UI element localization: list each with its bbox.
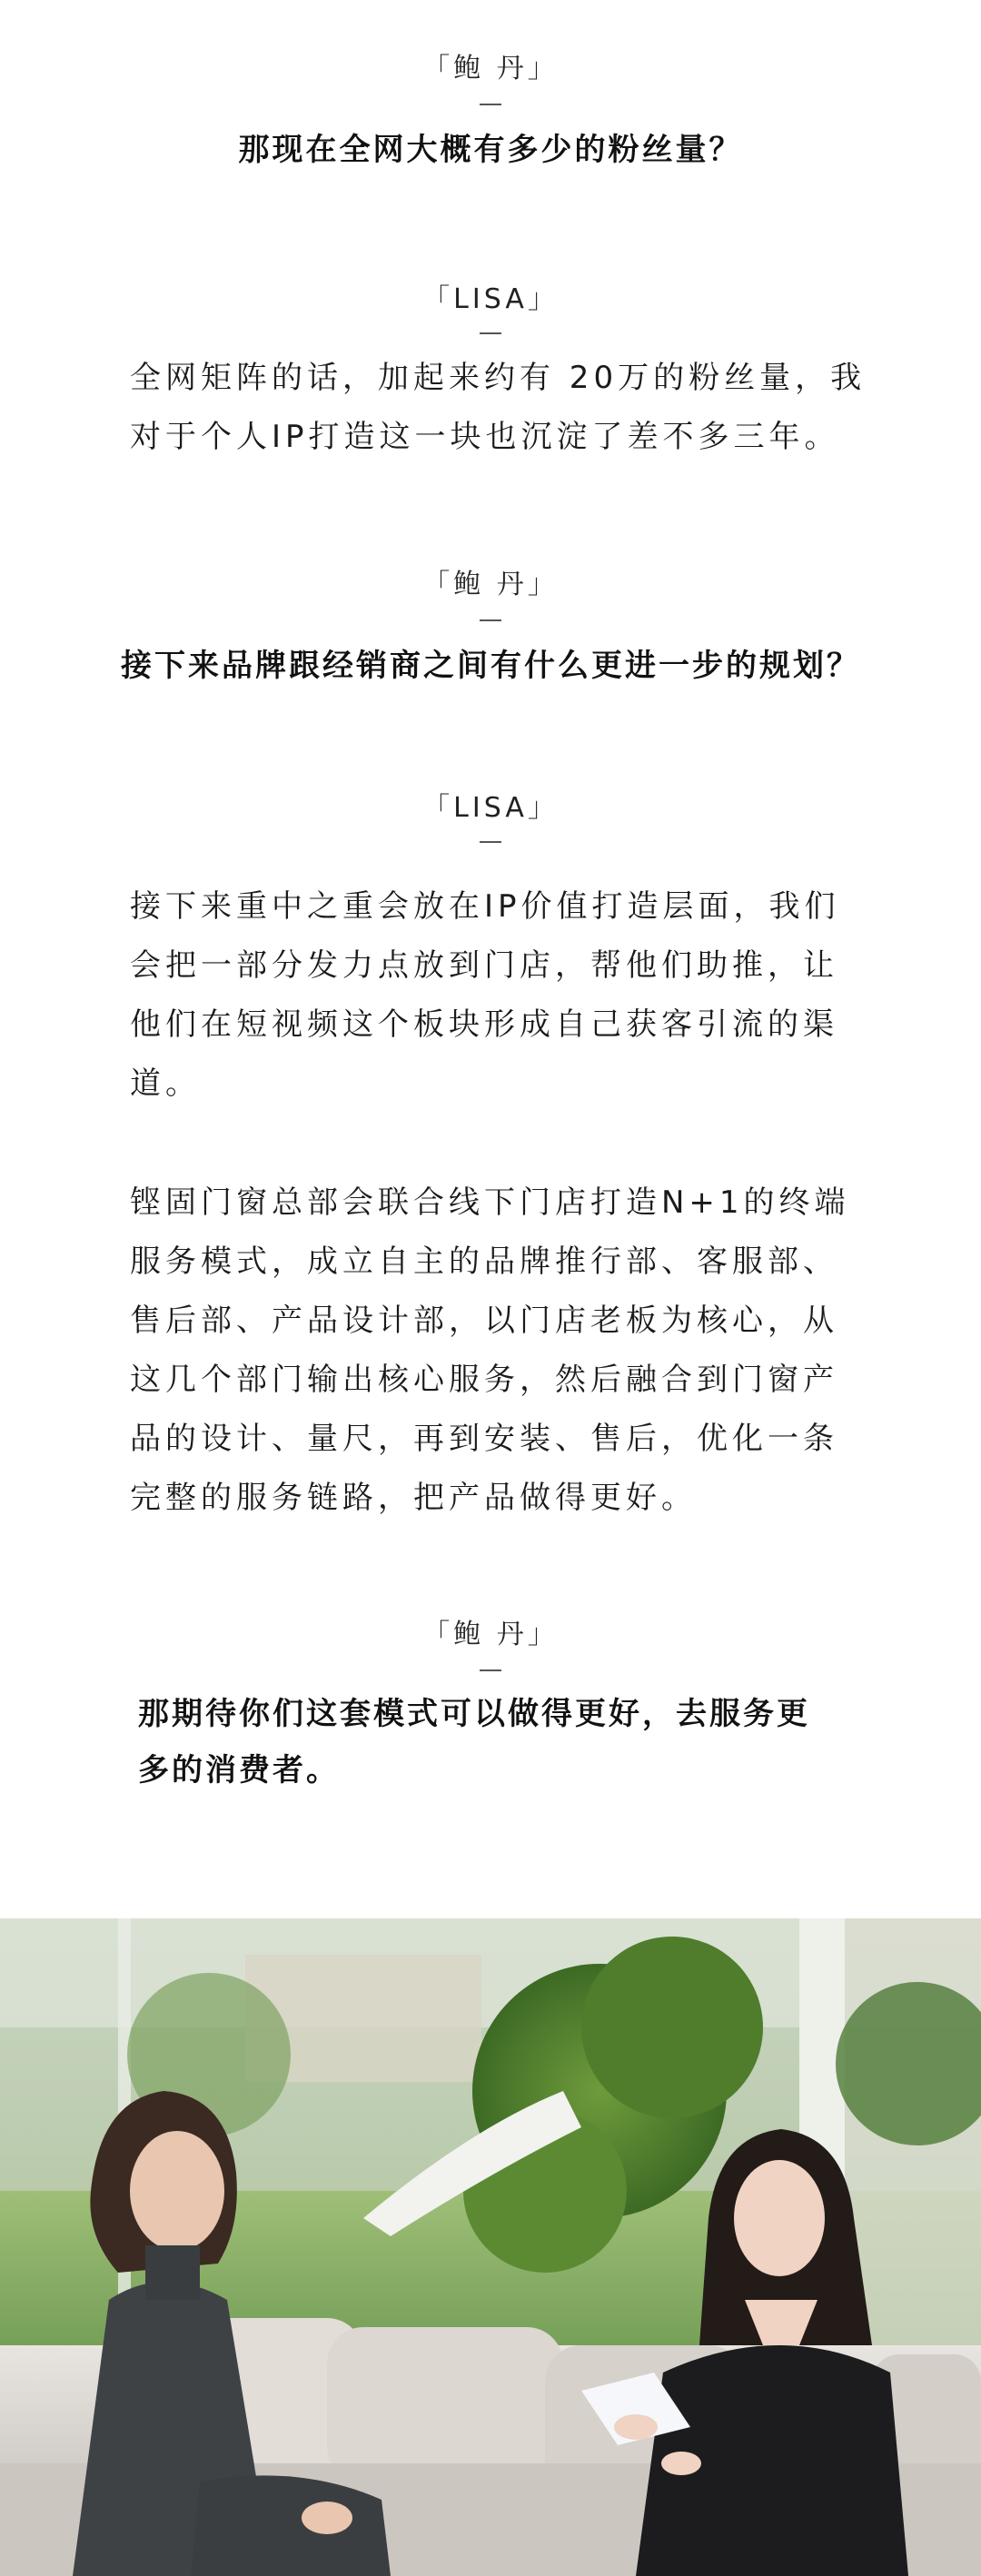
- speaker-divider: [480, 104, 501, 105]
- speaker-divider: [480, 619, 501, 621]
- answer-line: 他们在短视频这个板块形成自己获客引流的渠: [130, 1006, 838, 1043]
- speaker-label-lisa-2: 「LISA」: [422, 792, 559, 824]
- speaker-label-baodan-1: 「鲍 丹」: [422, 53, 559, 84]
- speaker-label-baodan-2: 「鲍 丹」: [422, 569, 559, 600]
- answer-line: 全网矩阵的话，加起来约有 20万的粉丝量，我: [130, 360, 867, 396]
- answer-line: 对于个人IP打造这一块也沉淀了差不多三年。: [130, 419, 840, 455]
- question-fans-count: 那现在全网大概有多少的粉丝量？: [238, 132, 743, 168]
- answer-brand-plan-paragraph-1: [130, 877, 857, 1114]
- speaker-divider: [480, 841, 501, 843]
- answer-brand-plan-paragraph-2: [130, 1174, 857, 1528]
- speaker-divider: [480, 332, 501, 334]
- interview-photo: [0, 1918, 981, 2576]
- speaker-label-lisa-1: 「LISA」: [422, 283, 559, 315]
- answer-line: 道。: [130, 1065, 201, 1102]
- question-brand-plan: 接下来品牌跟经销商之间有什么更进一步的规划？: [121, 648, 860, 684]
- answer-line: 服务模式，成立自主的品牌推行部、客服部、: [130, 1243, 838, 1280]
- answer-line: 铿固门窗总部会联合线下门店打造N+1的终端: [130, 1184, 850, 1221]
- answer-fans-count: [130, 349, 867, 467]
- answer-line: 接下来重中之重会放在IP价值打造层面，我们: [130, 888, 840, 925]
- closing-remark: [138, 1686, 865, 1798]
- closing-line: 多的消费者。: [138, 1752, 340, 1788]
- speaker-divider: [480, 1669, 501, 1671]
- answer-line: 售后部、产品设计部，以门店老板为核心，从: [130, 1303, 838, 1339]
- answer-line: 品的设计、量尺，再到安装、售后，优化一条: [130, 1421, 838, 1457]
- answer-line: 会把一部分发力点放到门店，帮他们助推，让: [130, 947, 838, 984]
- closing-line: 那期待你们这套模式可以做得更好，去服务更: [138, 1696, 810, 1732]
- answer-line: 这几个部门输出核心服务，然后融合到门窗产: [130, 1362, 838, 1398]
- answer-line: 完整的服务链路，把产品做得更好。: [130, 1480, 697, 1516]
- speaker-label-baodan-3: 「鲍 丹」: [422, 1619, 559, 1650]
